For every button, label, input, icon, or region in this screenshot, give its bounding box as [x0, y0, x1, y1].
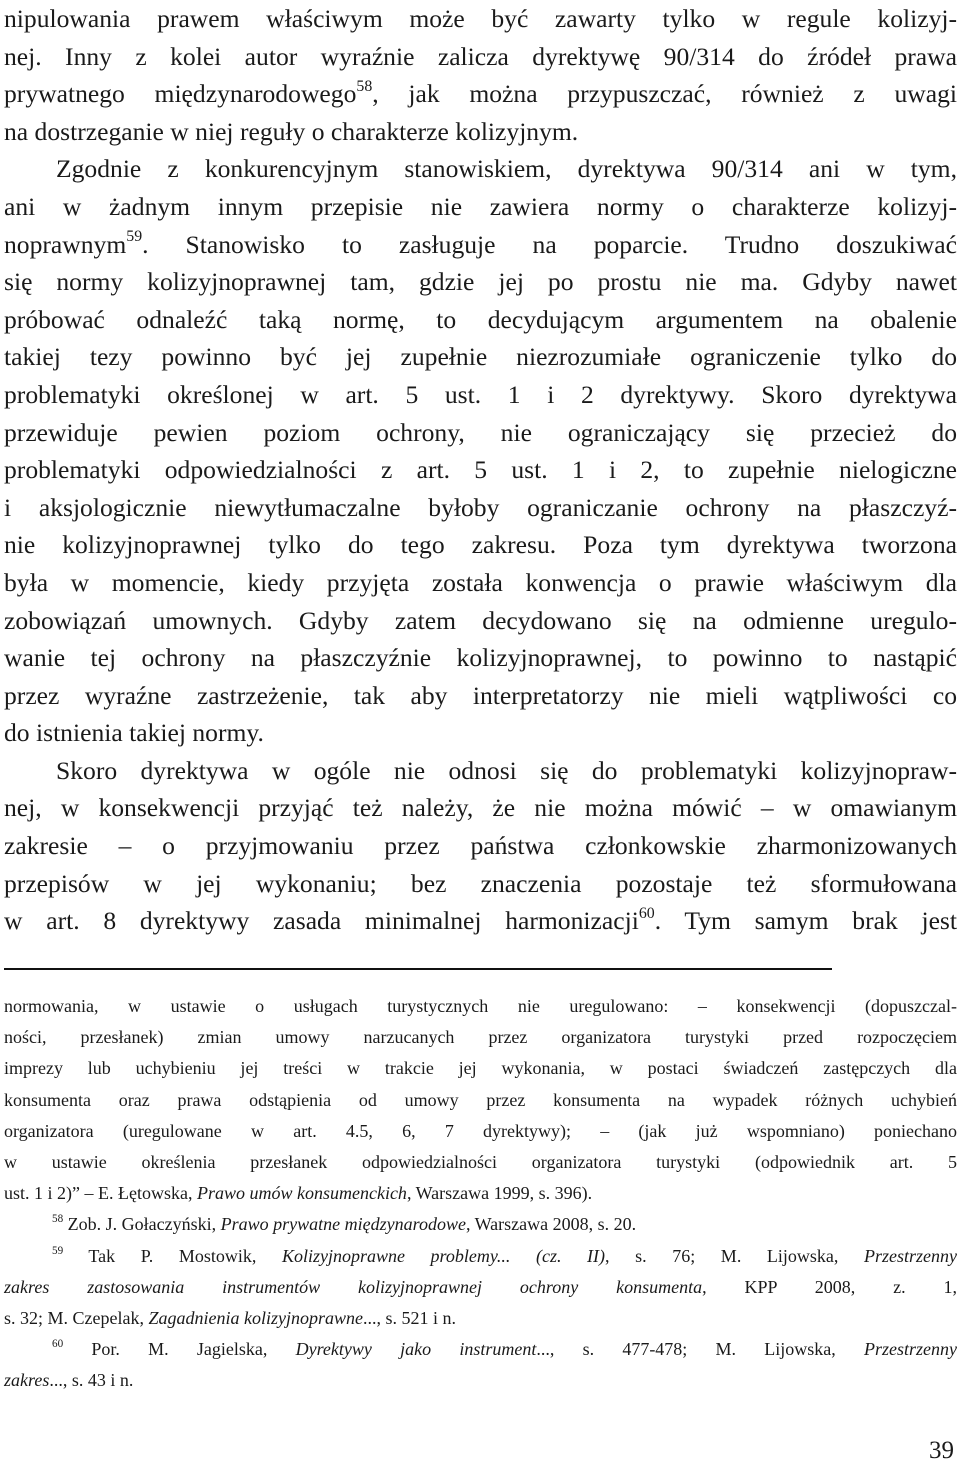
- footnote-line: ności, przesłanek) zmian umowy narzucanych przez organizatora turystyki przed rozpoczęciem: [4, 1027, 957, 1048]
- text-line: próbować odnaleźć taką normę, to decydującym argumentem na obalenie: [4, 304, 957, 334]
- text-line: nipulowania prawem właściwym może być zawarty tylko w regule kolizyj-: [4, 4, 957, 33]
- footnotes: [4, 991, 957, 1397]
- footnote-line: imprezy lub uchybieniu jej treści w trakcie jej wykonania, w postaci świadczeń zastępczych dla: [4, 1058, 957, 1079]
- text-line: zakresie – o przyjmowaniu przez państwa członkowskie zharmonizowanych: [4, 831, 957, 861]
- footnote-58: $^{58}$ Zob. J. Gołaczyński, Prawo prywatne międzynarodowe, Warszawa 2008, s. 20.: [52, 1213, 637, 1235]
- text-line: na dostrzeganie w niej reguły o charakterze kolizyjnym.: [4, 116, 579, 146]
- text-line: nej, w konsekwencji przyjąć też należy, że nie można mówić – w omawianym: [4, 793, 957, 823]
- text-line: zobowiązań umownych. Gdyby zatem decydowano się na odmienne uregulo-: [4, 605, 957, 635]
- footnote-line: konsumenta oraz prawa odstąpienia od umowy przez konsumenta na wypadek różnych uchybień: [4, 1089, 957, 1110]
- text-line: w art. 8 dyrektywy zasada minimalnej harmonizacji$^{60}$. Tym samym brak jest: [4, 905, 958, 936]
- text-line: przepisów w jej wykonaniu; bez znaczenia pozostaje też sformułowana: [4, 868, 957, 898]
- footnote-line: organizatora (uregulowane w art. 4.5, 6, 7 dyrektywy); – (jak już wspomniano) poniechano: [4, 1120, 957, 1141]
- text-line: się normy kolizyjnoprawnej tam, gdzie jej po prostu nie ma. Gdyby nawet: [4, 267, 957, 297]
- text-line: Skoro dyrektywa w ogóle nie odnosi się do problematyki kolizyjnopraw-: [56, 755, 957, 785]
- text-line: była w momencie, kiedy przyjęta została konwencja o prawie właściwym dla: [4, 567, 957, 597]
- footnote-60: $^{60}$ Por. M. Jagielska, Dyrektywy jako instrument..., s. 477-478; M. Lijowska, Przestrzenny: [52, 1338, 958, 1360]
- footnote-ref: 58: [356, 78, 373, 96]
- text-line: takiej tezy powinno być jej zupełnie niezrozumiałe ograniczenie tylko do: [4, 342, 957, 372]
- footnote-line: normowania, w ustawie o usługach turystycznych nie uregulowano: – konsekwencji (dopuszczal-: [4, 996, 957, 1016]
- text-line: i aksjologicznie niewytłumaczalne byłoby ograniczanie ochrony na płaszczyź-: [4, 492, 957, 522]
- text-line: wanie tej ochrony na płaszczyźnie kolizyjnoprawnej, to powinno to nastąpić: [4, 643, 957, 673]
- footnote-line: zakres..., s. 43 i n.: [4, 1370, 134, 1391]
- page-number: 39: [929, 1437, 954, 1464]
- footnote-ref: 59: [126, 228, 143, 246]
- footnote-line: s. 32; M. Czepelak, Zagadnienia kolizyjnoprawne..., s. 521 i n.: [4, 1308, 456, 1329]
- document-page: [4, 0, 958, 1391]
- text-line: problematyki odpowiedzialności z art. 5 ust. 1 i 2, to zupełnie nielogiczne: [4, 455, 957, 485]
- main-text: [4, 0, 957, 940]
- footnote-line: ust. 1 i 2)” – E. Łętowska, Prawo umów konsumenckich, Warszawa 1999, s. 396).: [4, 1183, 593, 1204]
- text-line: przez wyraźne zastrzeżenie, tak aby interpretatorzy nie mieli wątpliwości co: [4, 680, 957, 710]
- footnote-number: 60: [52, 1338, 64, 1351]
- footnote-separator: [4, 968, 832, 970]
- footnote-number: 58: [52, 1213, 64, 1226]
- text-line: nie kolizyjnoprawnej tylko do tego zakresu. Poza tym dyrektywa tworzona: [4, 530, 957, 560]
- text-line: przewiduje pewien poziom ochrony, nie ograniczający się przecież do: [4, 417, 957, 447]
- text-line: Zgodnie z konkurencyjnym stanowiskiem, dyrektywa 90/314 ani w tym,: [56, 154, 957, 184]
- footnote-59: $^{59}$ Tak P. Mostowik, Kolizyjnoprawne problemy... (cz. II), s. 76; M. Lijowska, Przestrzenny: [52, 1244, 957, 1266]
- text-line: nej. Inny z kolei autor wyraźnie zalicza dyrektywę 90/314 do źródeł prawa: [4, 41, 957, 71]
- text-line: ani w żadnym innym przepisie nie zawiera normy o charakterze kolizyj-: [4, 191, 957, 221]
- text-line: prywatnego międzynarodowego$^{58}$, jak można przypuszczać, również z uwagi: [4, 78, 958, 109]
- footnote-ref: 60: [638, 905, 655, 923]
- footnote-line: w ustawie określenia przesłanek odpowiedzialności organizatora turystyki (odpowiednik art. 5: [4, 1152, 957, 1173]
- text-line: noprawnym$^{59}$. Stanowisko to zasługuje na poparcie. Trudno doszukiwać: [4, 228, 957, 259]
- footnote-number: 59: [52, 1244, 64, 1257]
- footnote-line: zakres zastosowania instrumentów kolizyjnoprawnej ochrony konsumenta, KPP 2008, z. 1,: [4, 1276, 957, 1297]
- text-line: do istnienia takiej normy.: [4, 718, 264, 748]
- text-line: problematyki określonej w art. 5 ust. 1 i 2 dyrektywy. Skoro dyrektywa: [4, 379, 957, 409]
